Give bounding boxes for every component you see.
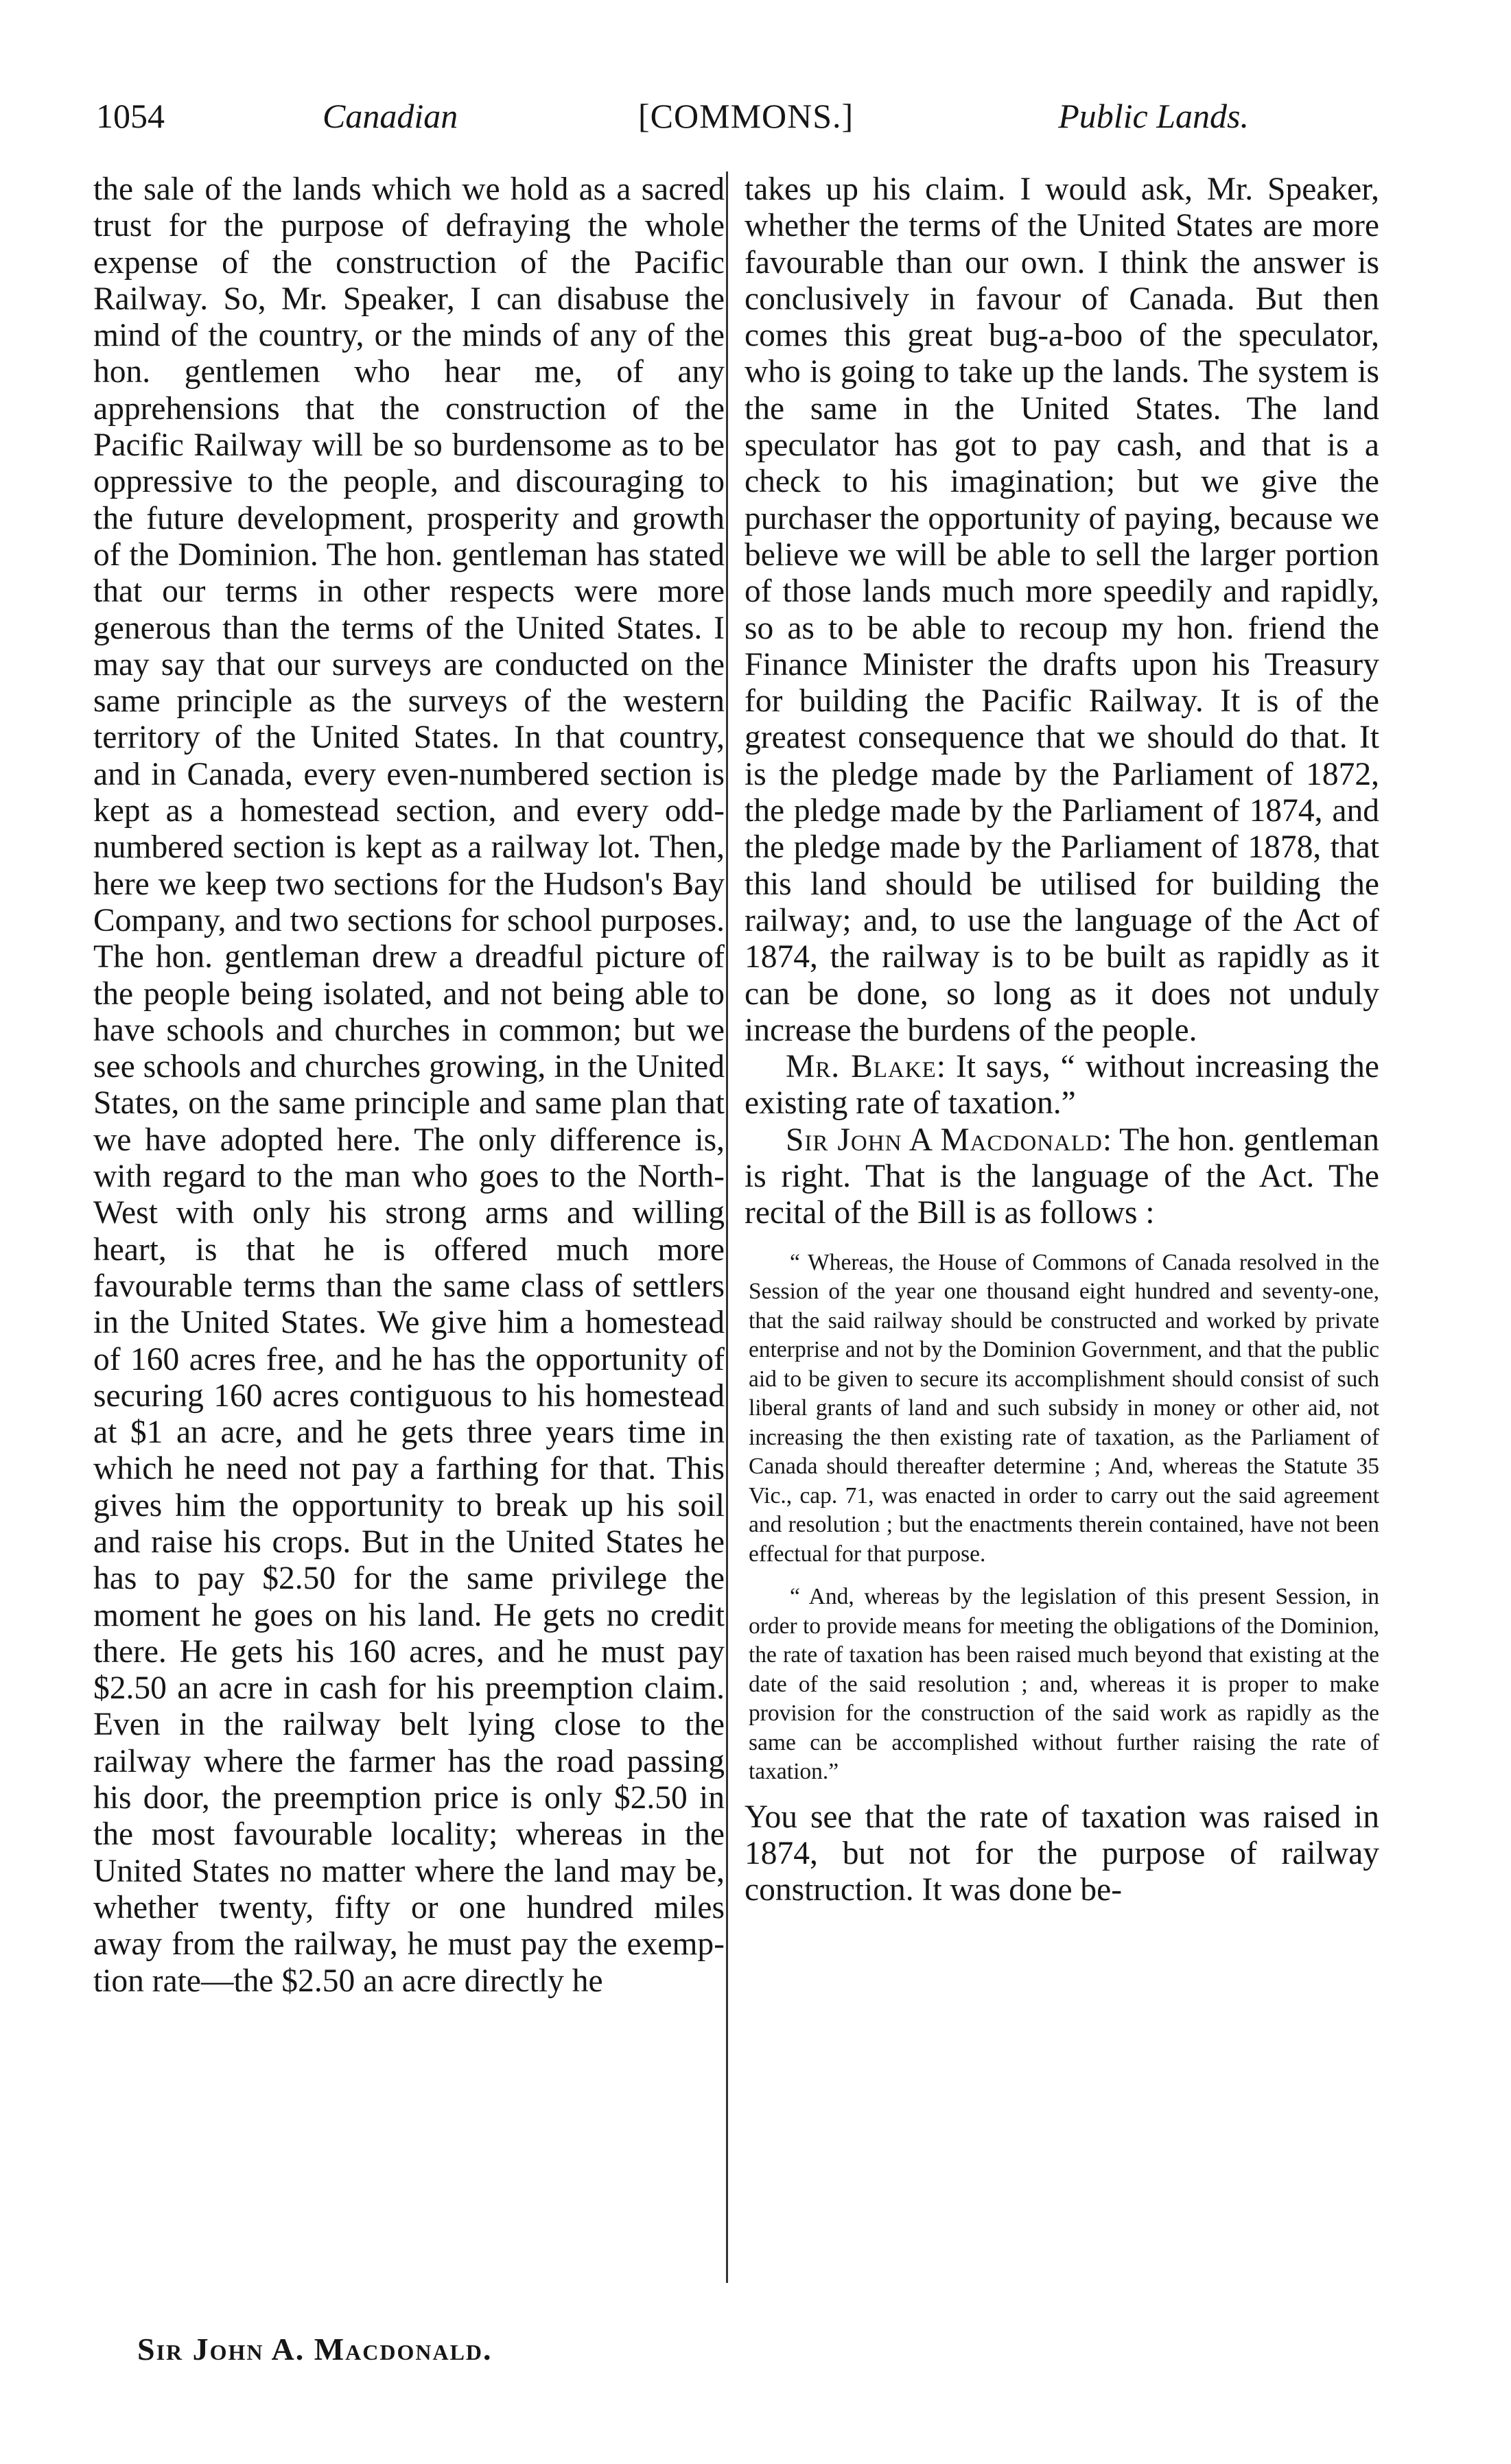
left-paragraph: the sale of the lands which we hold as a sacred trust for the purpose of defraying the whole expense of the construction of the Pacific Railway. So, Mr. Speaker, I can disabuse the mind of the country, or the minds of any of the hon. gentlemen who hear me, of any apprehensions that the construction of the Pacific Railway will be so burdensome as to be oppressive to the people, and discouraging to the future development, prosperity and growth of the Dominion. The hon. gentleman has stated that our terms in other respects were more generous than the terms of the United States. I may say that our surveys are conducted on the same principle as the surveys of the western territory of the United States. In that country, and in Canada, every even-numbered section is kept as a homestead section, and every odd-numbered section is kept as a railway lot. Then, here we keep two sections for the Hudson's Bay Company, and two sections for school purposes. The hon. gentleman drew a dreadful picture of the people being isolated, and not being able to have schools and churches in common; but we see schools and churches growing, in the United States, on the same principle and same plan that we have adopted here. The only difference is, with regard to the man who goes to the North-West with only his strong arms and willing heart, is that he is offered much more favourable terms than the same class of settlers in the United States. We give him a homestead of 160 acres free, and he has the opportunity of securing 160 acres contiguous to his homestead at $1 an acre, and he gets three years time in which he need not pay a farthing for that. This gives him the opportunity to break up his soil and raise his crops. But in the United States he has to pay $2.50 for the same privilege the moment he goes on his land. He gets no credit there. He gets his 160 acres, and he must pay $2.50 an acre in cash for his preemption claim. Even in the railway belt lying close to the railway where the farmer has the road passing his door, the preemption price is only $2.50 in the most favourable locality; whereas in the United States no matter where the land may be, whether twenty, fifty or one hundred miles away from the railway, he must pay the exemption rate—the $2.50 an acre directly he	[93, 171, 725, 1999]
speaker-name-macdonald: Sir John A Macdonald	[786, 1122, 1103, 1158]
header-right-title: Public Lands.	[1058, 97, 1249, 135]
header-center-title: [COMMONS.]	[638, 97, 854, 135]
right-paragraph: takes up his claim. I would ask, Mr. Speaker, whether the terms of the United States are more favourable than our own. I think the answer is conclusively in favour of Canada. But then comes this great bug-a-boo of the speculator, who is going to take up the lands. The system is the same in the United States. The land speculator has got to pay cash, and that is a check to his imagination; but we give the purchaser the opportunity of paying, because we believe we will be able to sell the larger portion of those lands much more speedily and rapidly, so as to be able to recoup my hon. friend the Finance Minister the drafts upon his Treasury for building the Pacific Railway. It is of the greatest consequence that we should do that. It is the pledge made by the Parliament of 1872, the pledge made by the Parliament of 1874, and the pledge made by the Parliament of 1878, that this land should be utilised for building the railway; and, to use the language of the Act of 1874, the railway is to be built as rapidly as it can be done, so long as it does not unduly increase the burdens of the people.	[745, 171, 1379, 1048]
right-column	[745, 171, 1379, 2284]
page-number: 1054	[96, 97, 165, 135]
blake-remark	[745, 1049, 1379, 1122]
left-column	[93, 171, 725, 2284]
header-left-title: Canadian	[323, 97, 458, 135]
macdonald-remark	[745, 1122, 1379, 1232]
bill-recital-quote-2: “ And, whereas by the legislation of this present Session, in order to provide means for meeting the obligations of the Dominion, the rate of taxation has been raised much beyond that existing at the date of the said resolution ; and, whereas it is proper to make provision for the construction of the said work as rapidly as the same can be accomplished without further raising the rate of taxation.”	[749, 1584, 1379, 1785]
footer-speaker-name: Sir John A. Macdonald.	[137, 2332, 493, 2367]
bill-recital-quote-1: “ Whereas, the House of Commons of Canada resolved in the Session of the year one thousand eight hundred and seventy-one, that the said railway should be constructed and worked by private enterprise and not by the Dominion Government, and that the public aid to be given to secure its accomplishment should consist of such liberal grants of land and such subsidy in money or other aid, not increasing the then existing rate of taxation, as the Parliament of Canada should thereafter determine ; And, whereas the Statute 35 Vic., cap. 71, was enacted in order to carry out the said agreement and resolution ; but the enactments therein contained, have not been effectual for that purpose.	[749, 1249, 1379, 1567]
column-divider	[726, 171, 728, 2283]
macdonald-remark-text: : The hon. gentleman is right. That is the language of the Act. The recital of the Bill is as follows :	[745, 1122, 1379, 1231]
closing-paragraph: You see that the rate of taxation was raised in 1874, but not for the purpose of railway construction. It was done be-	[745, 1799, 1379, 1908]
speaker-name-blake: Mr. Blake	[786, 1049, 937, 1085]
page-header	[96, 88, 1249, 150]
blake-remark-text: : It says, “ without increasing the existing rate of taxation.”	[745, 1049, 1379, 1122]
